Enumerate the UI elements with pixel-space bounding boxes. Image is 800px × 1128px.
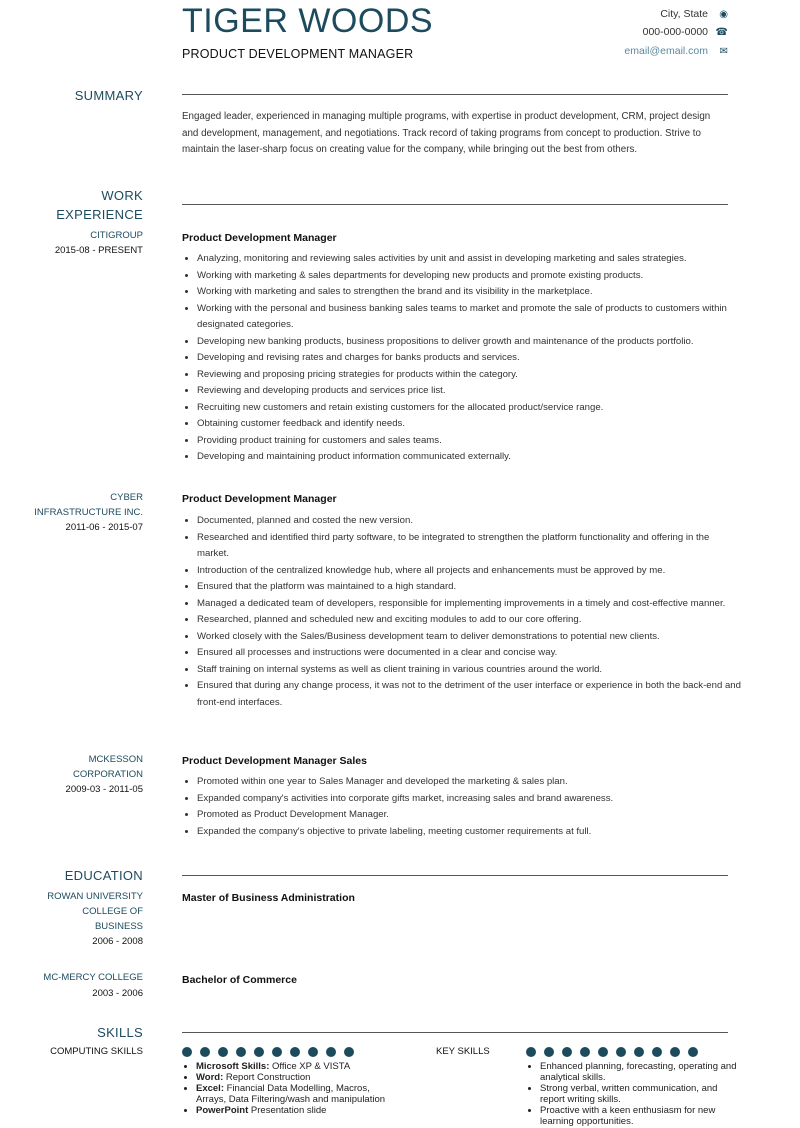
summary-heading: SUMMARY	[74, 88, 143, 103]
phone-text: 000-000-0000	[642, 26, 708, 38]
degree-title: Master of Business Administration	[182, 892, 355, 904]
job-bullet: • Providing product training for customers and sales teams.	[197, 433, 743, 450]
skill-item	[196, 1105, 396, 1116]
job-bullet: • Analyzing, monitoring and reviewing sales activities by unit and assist in developing marketing and sales strategies.	[197, 251, 743, 268]
job-bullet: • Staff training on internal systems as well as client training in various countries around the world.	[197, 662, 743, 679]
skill-item	[196, 1072, 396, 1083]
work-divider	[182, 204, 728, 205]
job-bullet: • Recruiting new customers and retain existing customers for the allocated product/service range.	[197, 400, 743, 417]
work-heading-line2: EXPERIENCE	[56, 207, 143, 222]
job-dates: 2015-08 - PRESENT	[54, 245, 143, 256]
summary-divider	[182, 94, 728, 95]
job-title: Product Development Manager Sales	[182, 755, 367, 767]
school-line: ROWAN UNIVERSITY	[47, 891, 143, 902]
job-dates: 2009-03 - 2011-05	[65, 784, 143, 795]
rating-dot	[290, 1047, 300, 1057]
school-line: BUSINESS	[94, 921, 143, 932]
candidate-name: TIGER WOODS	[182, 2, 434, 40]
job-company	[0, 490, 143, 520]
school-line: COLLEGE OF	[82, 906, 143, 917]
rating-dot	[634, 1047, 644, 1057]
job-bullet: • Promoted as Product Development Manager.	[197, 807, 743, 824]
rating-dot	[344, 1047, 354, 1057]
job-company: CITIGROUP	[90, 230, 143, 241]
skill-name: PowerPoint	[196, 1105, 249, 1116]
education-heading: EDUCATION	[64, 868, 143, 883]
location-text: City, State	[660, 8, 708, 20]
job-bullet: • Introduction of the centralized knowledge hub, where all projects and enhancements must be approved by me.	[197, 563, 743, 580]
rating-dot	[544, 1047, 554, 1057]
skill-item	[196, 1061, 396, 1072]
skill-detail: Office XP & VISTA	[269, 1061, 351, 1072]
skill-detail: Financial Data Modelling, Macros, Arrays, Data Filtering/wash and manipulation	[196, 1083, 386, 1105]
phone-icon: ☎	[715, 27, 728, 38]
education-dates: 2003 - 2006	[92, 988, 143, 999]
skill-item: • Proactive with a keen enthusiasm for new learning opportunities.	[540, 1105, 742, 1127]
job-title: Product Development Manager	[182, 232, 337, 244]
rating-dot	[200, 1047, 210, 1057]
job-bullet: • Expanded the company's objective to private labeling, meeting customer requirements at full.	[197, 824, 743, 841]
rating-dot	[652, 1047, 662, 1057]
key-skills-label: KEY SKILLS	[436, 1046, 490, 1057]
envelope-icon: ✉	[719, 46, 728, 57]
job-bullet: • Developing and revising rates and charges for banks products and services.	[197, 350, 743, 367]
job-bullets	[182, 513, 743, 711]
skill-item	[196, 1083, 396, 1105]
company-line: MCKESSON	[88, 754, 143, 765]
job-bullet: • Working with the personal and business banking sales teams to market and promote the sale of products to customers within designated categories.	[197, 301, 743, 334]
skills-divider	[182, 1032, 728, 1033]
work-heading-line1: WORK	[101, 188, 143, 203]
job-company	[0, 752, 143, 782]
rating-dot	[236, 1047, 246, 1057]
job-bullet: • Documented, planned and costed the new version.	[197, 513, 743, 530]
job-bullets	[182, 251, 743, 466]
rating-dot	[254, 1047, 264, 1057]
company-line: CYBER	[110, 492, 143, 503]
job-bullet: • Expanded company's activities into corporate gifts market, increasing sales and brand awareness.	[197, 791, 743, 808]
job-bullet: • Researched and identified third party software, to be integrated to strengthen the platform functionality and offering in the market.	[197, 530, 743, 563]
map-pin-icon: ◉	[719, 9, 728, 20]
skill-name: Word:	[196, 1072, 224, 1083]
skill-name: Excel:	[196, 1083, 224, 1094]
rating-dot	[308, 1047, 318, 1057]
rating-dot	[218, 1047, 228, 1057]
rating-dot	[598, 1047, 608, 1057]
job-bullet: • Developing and maintaining product information communicated externally.	[197, 449, 743, 466]
skill-detail: Presentation slide	[248, 1105, 327, 1116]
skill-name: Microsoft Skills:	[196, 1061, 270, 1072]
rating-dot	[670, 1047, 680, 1057]
rating-dot	[562, 1047, 572, 1057]
job-bullet: • Promoted within one year to Sales Manager and developed the marketing & sales plan.	[197, 774, 743, 791]
job-bullet: • Developing new banking products, business propositions to deliver growth and maintenance of the products portfolio.	[197, 334, 743, 351]
job-bullet: • Managed a dedicated team of developers, responsible for implementing improvements in a timely and cost-effective manner.	[197, 596, 743, 613]
job-bullet: • Researched, planned and scheduled new and exciting modules to add to our core offering.	[197, 612, 743, 629]
rating-dot	[616, 1047, 626, 1057]
job-dates: 2011-06 - 2015-07	[65, 522, 143, 533]
computing-skills-rating	[182, 1047, 354, 1057]
job-bullet: • Ensured that the platform was maintained to a high standard.	[197, 579, 743, 596]
job-bullet: • Working with marketing and sales to strengthen the brand and its visibility in the marketplace.	[197, 284, 743, 301]
computing-skills-list	[182, 1061, 396, 1116]
skill-detail: Report Construction	[223, 1072, 311, 1083]
skill-item: • Strong verbal, written communication, and report writing skills.	[540, 1083, 742, 1105]
computing-skills-label: COMPUTING SKILLS	[50, 1046, 143, 1057]
school-line: MC-MERCY COLLEGE	[43, 972, 143, 983]
job-bullets	[182, 774, 743, 840]
candidate-role: PRODUCT DEVELOPMENT MANAGER	[182, 47, 414, 61]
contact-phone	[643, 26, 728, 38]
contact-location	[660, 8, 728, 20]
work-experience-heading	[0, 186, 143, 224]
key-skills-list	[526, 1061, 742, 1127]
job-title: Product Development Manager	[182, 493, 337, 505]
job-bullet: • Obtaining customer feedback and identify needs.	[197, 416, 743, 433]
job-bullet: • Reviewing and developing products and services price list.	[197, 383, 743, 400]
education-dates: 2006 - 2008	[92, 936, 143, 947]
job-bullet: • Worked closely with the Sales/Business development team to deliver demonstrations to potential new clients.	[197, 629, 743, 646]
company-line: CORPORATION	[72, 769, 143, 780]
degree-title: Bachelor of Commerce	[182, 974, 297, 986]
email-link[interactable]: email@email.com	[624, 45, 708, 57]
rating-dot	[688, 1047, 698, 1057]
rating-dot	[182, 1047, 192, 1057]
contact-email[interactable]	[624, 45, 728, 57]
school-name	[0, 970, 143, 985]
school-name	[0, 889, 143, 934]
job-bullet: • Reviewing and proposing pricing strategies for products within the category.	[197, 367, 743, 384]
rating-dot	[526, 1047, 536, 1057]
key-skills-rating	[526, 1047, 698, 1057]
company-line: INFRASTRUCTURE INC.	[34, 507, 143, 518]
job-bullet: • Ensured that during any change process, it was not to the detriment of the user interface or experience in both the back-end and front-end interfaces.	[197, 678, 743, 711]
job-bullet: • Working with marketing & sales departments for developing new products and promote existing products.	[197, 268, 743, 285]
rating-dot	[580, 1047, 590, 1057]
skills-heading: SKILLS	[97, 1025, 143, 1040]
rating-dot	[326, 1047, 336, 1057]
summary-text: Engaged leader, experienced in managing multiple programs, with expertise in product development, CRM, project design and development, management, and negotiations. Track record of taking programs from concept to production. Strive to maintain the laser-sharp focus on creating value for the company, while bringing out the best from others.	[182, 111, 711, 155]
skill-item: • Enhanced planning, forecasting, operating and analytical skills.	[540, 1061, 742, 1083]
education-divider	[182, 875, 728, 876]
job-bullet: • Ensured all processes and instructions were documented in a clear and concise way.	[197, 645, 743, 662]
rating-dot	[272, 1047, 282, 1057]
